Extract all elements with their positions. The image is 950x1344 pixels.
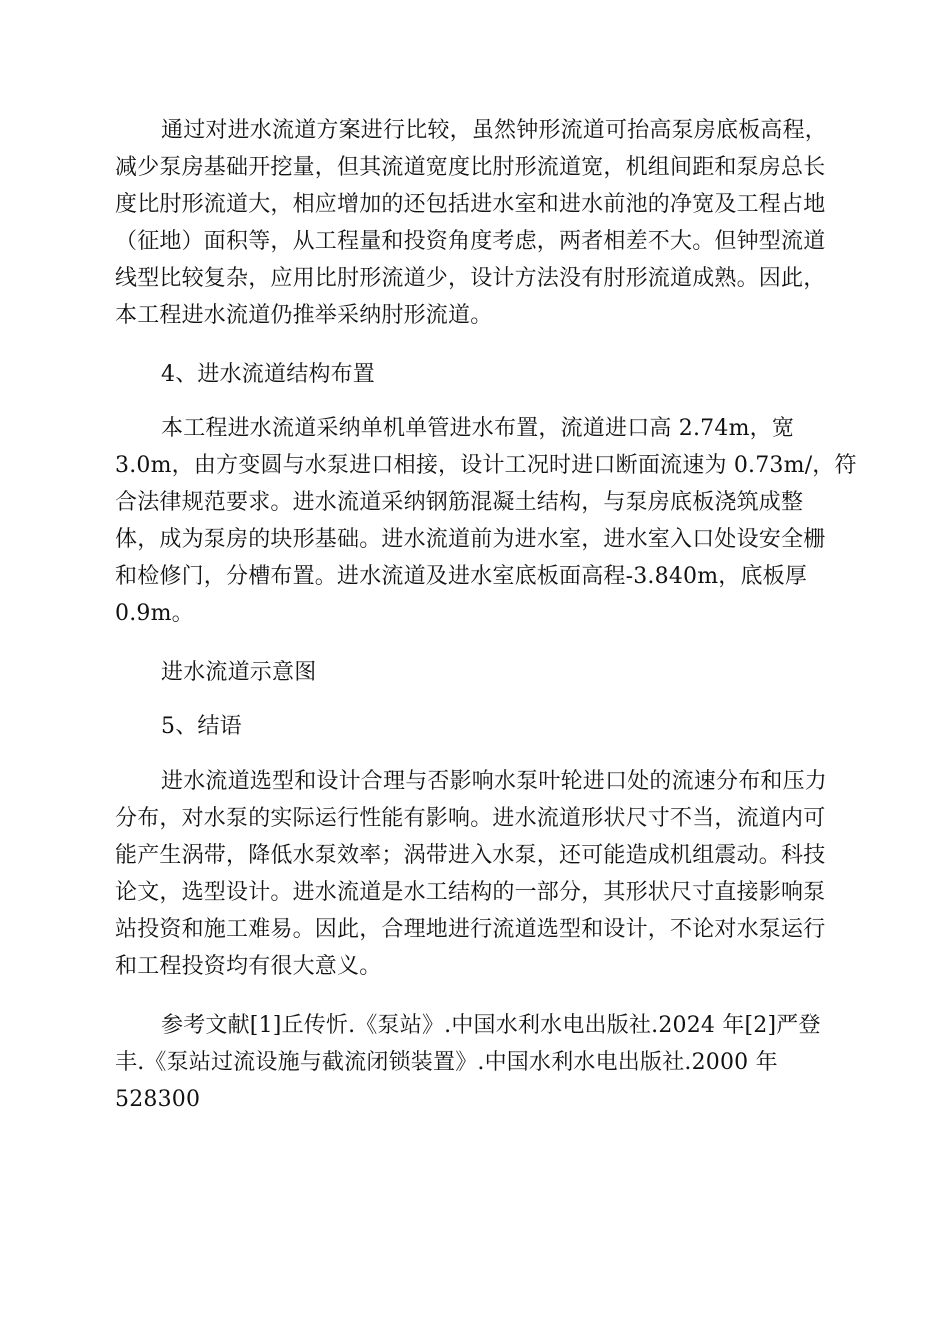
paragraph-1-line-3: 度比肘形流道大，相应增加的还包括进水室和进水前池的净宽及工程占地 <box>115 192 826 217</box>
paragraph-1-line-5: 线型比较复杂，应用比肘形流道少，设计方法没有肘形流道成熟。因此， <box>115 266 826 291</box>
paragraph-3-line-1: 进水流道选型和设计合理与否影响水泵叶轮进口处的流速分布和压力 <box>161 769 828 794</box>
paragraph-3-line-6: 和工程投资均有很大意义。 <box>115 954 382 979</box>
paragraph-1-line-2: 减少泵房基础开挖量，但其流道宽度比肘形流道宽，机组间距和泵房总长 <box>115 155 826 180</box>
paragraph-3-line-5: 站投资和施工难易。因此，合理地进行流道选型和设计，不论对水泵运行 <box>115 917 826 942</box>
paragraph-1-line-6: 本工程进水流道仍推举采纳肘形流道。 <box>115 303 493 328</box>
paragraph-1-line-4: （征地）面积等，从工程量和投资角度考虑，两者相差不大。但钟型流道 <box>115 229 826 254</box>
references-line-3: 528300 <box>115 1087 201 1112</box>
section-heading-5: 5、结语 <box>161 714 242 739</box>
section-heading-4: 4、进水流道结构布置 <box>161 362 375 387</box>
paragraph-2-line-6: 0.9m。 <box>115 601 194 626</box>
paragraph-2-line-5: 和检修门，分槽布置。进水流道及进水室底板面高程-3.840m，底板厚 <box>115 564 808 589</box>
paragraph-1-line-1: 通过对进水流道方案进行比较，虽然钟形流道可抬高泵房底板高程， <box>161 118 828 143</box>
paragraph-2-line-4: 体，成为泵房的块形基础。进水流道前为进水室，进水室入口处设安全栅 <box>115 527 826 552</box>
figure-caption: 进水流道示意图 <box>161 660 317 685</box>
paragraph-2-line-2: 3.0m，由方变圆与水泵进口相接，设计工况时进口断面流速为 0.73m/，符 <box>115 453 857 478</box>
references-line-2: 丰.《泵站过流设施与截流闭锁装置》.中国水利水电出版社.2000 年 <box>115 1050 778 1075</box>
paragraph-2-line-1: 本工程进水流道采纳单机单管进水布置，流道进口高 2.74m，宽 <box>161 416 795 441</box>
paragraph-3-line-2: 分布，对水泵的实际运行性能有影响。进水流道形状尺寸不当，流道内可 <box>115 806 826 831</box>
paragraph-2-line-3: 合法律规范要求。进水流道采纳钢筋混凝土结构，与泵房底板浇筑成整 <box>115 490 804 515</box>
paragraph-3-line-3: 能产生涡带，降低水泵效率；涡带进入水泵，还可能造成机组震动。科技 <box>115 843 826 868</box>
paragraph-3-line-4: 论文，选型设计。进水流道是水工结构的一部分，其形状尺寸直接影响泵 <box>115 880 826 905</box>
references-line-1: 参考文献[1]丘传忻.《泵站》.中国水利水电出版社.2024 年[2]严登 <box>161 1013 821 1038</box>
